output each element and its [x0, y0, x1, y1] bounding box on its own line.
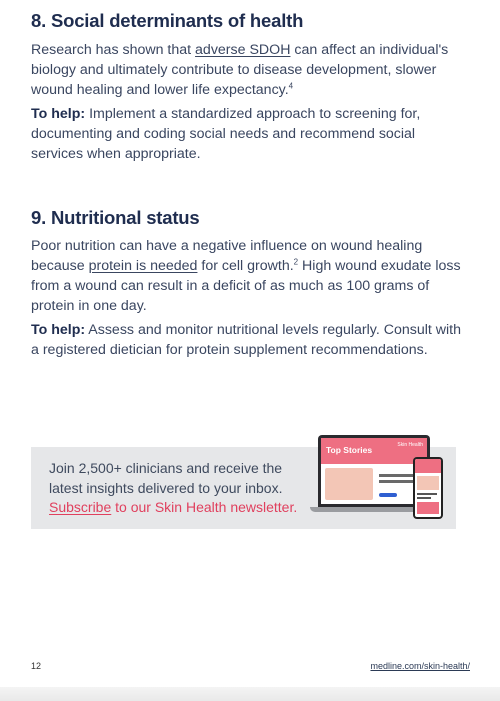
- newsletter-banner[interactable]: [31, 442, 456, 529]
- section-9-help: To help: Assess and monitor nutritional levels regularly. Consult with a registered dietician for protein supplement recommendations.: [31, 322, 462, 358]
- reference-4: 4: [288, 81, 294, 91]
- to-help-label: To help:: [31, 322, 86, 338]
- bottom-edge: [0, 687, 500, 701]
- reference-2: 2: [293, 257, 299, 267]
- to-help-label: To help:: [31, 106, 86, 122]
- wound-photo-thumbnail: [325, 468, 373, 500]
- adverse-sdoh-link[interactable]: adverse SDOH: [195, 42, 291, 58]
- subscribe-link[interactable]: Subscribe: [49, 499, 112, 515]
- protein-is-needed-link[interactable]: protein is needed: [88, 258, 198, 274]
- footer-url-link[interactable]: medline.com/skin-health/: [370, 661, 470, 671]
- section-8-paragraph: Research has shown that adverse SDOH can affect an individual's biology and ultimately contribute to disease development, slower wound healing and lower life expectancy.$^4$: [31, 42, 449, 98]
- section-8-help: To help: Implement a standardized approach to screening for, documenting and coding social needs and recommend social services when appropriate.: [31, 106, 421, 162]
- top-stories-title: Top Stories: [326, 445, 373, 455]
- section-8-heading: 8. Social determinants of health: [31, 10, 304, 31]
- section-9-paragraph: Poor nutrition can have a negative influence on wound healing because protein is needed for cell growth.$^2$ High wound exudate loss from a wound can result in a deficit of as much as 100 grams of protein in one day.: [31, 238, 461, 314]
- phone-mockup-image: [413, 457, 443, 519]
- page-number: 12: [31, 661, 42, 671]
- section-9-heading: 9. Nutritional status: [31, 207, 200, 228]
- newsletter-text: Join 2,500+ clinicians and receive the latest insights delivered to your inbox. Subscribe to our Skin Health newsletter.: [49, 460, 298, 515]
- skin-health-logo: Skin Health: [397, 442, 423, 448]
